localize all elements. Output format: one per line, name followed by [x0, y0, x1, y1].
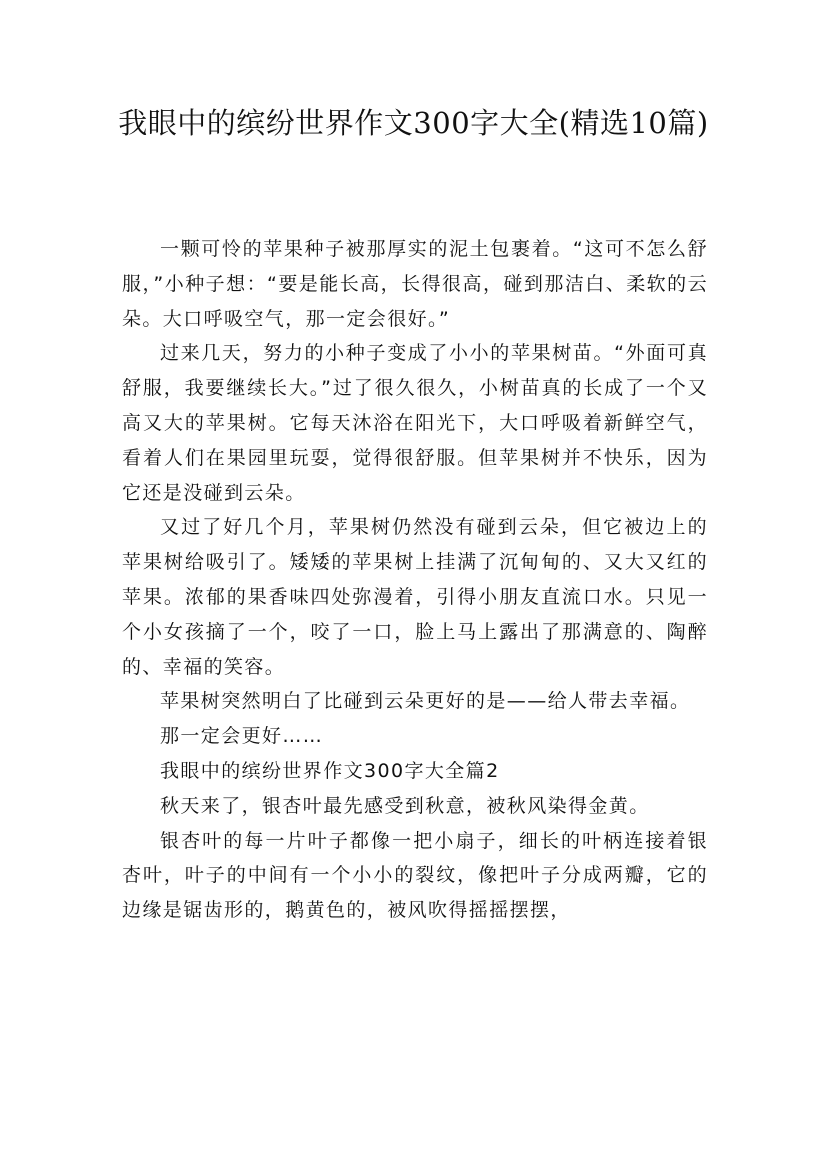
paragraph-1: 一颗可怜的苹果种子被那厚实的泥土包裹着。“这可不怎么舒服，”小种子想：“要是能长高，长得很高，碰到那洁白、柔软的云朵。大口呼吸空气，那一定会很好。” — [122, 238, 708, 330]
document-body — [122, 232, 708, 928]
paragraph-5: 那一定会更好…… — [160, 725, 324, 748]
section-heading-2: 我眼中的缤纷世界作文300字大全篇2 — [160, 759, 500, 782]
paragraph-4: 苹果树突然明白了比碰到云朵更好的是——给人带去幸福。 — [160, 690, 691, 713]
paragraph-3: 又过了好几个月，苹果树仍然没有碰到云朵，但它被边上的苹果树给吸引了。矮矮的苹果树上挂满了沉甸甸的、又大又红的苹果。浓郁的果香味四处弥漫着，引得小朋友直流口水。只见一个小女孩摘了一个，咬了一口，脸上马上露出了那满意的、陶醉的、幸福的笑容。 — [122, 516, 708, 678]
document-title: 我眼中的缤纷世界作文300字大全(精选10篇) — [118, 106, 709, 140]
paragraph-6: 秋天来了，银杏叶最先感受到秋意，被秋风染得金黄。 — [160, 794, 650, 817]
paragraph-7: 银杏叶的每一片叶子都像一把小扇子，细长的叶柄连接着银杏叶，叶子的中间有一个小小的裂纹，像把叶子分成两瓣，它的边缘是锯齿形的，鹅黄色的，被风吹得摇摇摆摆， — [122, 829, 708, 922]
paragraph-2: 过来几天，努力的小种子变成了小小的苹果树苗。“外面可真舒服，我要继续长大。”过了很久很久，小树苗真的长成了一个又高又大的苹果树。它每天沐浴在阳光下，大口呼吸着新鲜空气，看着人们在果园里玩耍，觉得很舒服。但苹果树并不快乐，因为它还是没碰到云朵。 — [122, 342, 708, 504]
